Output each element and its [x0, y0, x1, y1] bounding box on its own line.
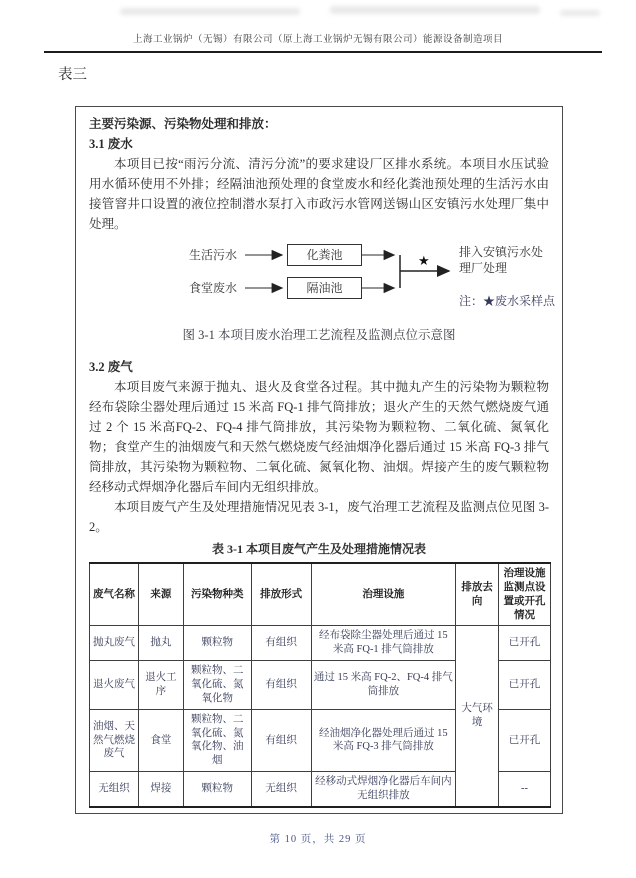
- cell-treatment: 通过 15 米高 FQ-2、FQ-4 排气筒排放: [311, 661, 456, 710]
- cell-form: 有组织: [251, 709, 311, 771]
- header-divider: [44, 51, 602, 53]
- cell-treatment: 经移动式焊烟净化器后车间内无组织排放: [311, 772, 456, 807]
- box-title: 主要污染源、污染物处理和排放：: [89, 117, 277, 131]
- cell-treatment: 经布袋除尘器处理后通过 15 米高 FQ-1 排气筒排放: [311, 626, 456, 661]
- diagram-outlet-line1: 排入安镇污水处: [459, 245, 544, 259]
- document-header-title: 上海工业锅炉（无锡）有限公司（原上海工业锅炉无锡有限公司）能源设备制造项目: [132, 35, 503, 45]
- col-header-monitor: 治理设施监测点设置或开孔情况: [499, 563, 551, 626]
- cell-pollutants: 颗粒物、二氧化硫、氮氧化物: [183, 661, 251, 710]
- cell-form: 无组织: [251, 772, 311, 807]
- scan-artifact: [560, 10, 600, 16]
- cell-source: 焊接: [138, 772, 183, 807]
- col-header-form: 排放形式: [251, 563, 311, 626]
- col-header-pollutants: 污染物种类: [183, 563, 251, 626]
- table-header-row: [90, 563, 551, 626]
- cell-gas-name: 退火废气: [90, 661, 139, 710]
- cell-form: 有组织: [251, 626, 311, 661]
- cell-source: 抛丸: [138, 626, 183, 661]
- table-row: [90, 626, 551, 661]
- cell-gas-name: 抛丸废气: [90, 626, 139, 661]
- cell-outlet-merged: 大气环境: [456, 626, 499, 807]
- sheet-label: 表三: [58, 67, 87, 83]
- diagram-source-domestic: 生活污水: [189, 248, 238, 262]
- cell-form: 有组织: [251, 661, 311, 710]
- cell-monitor: --: [499, 772, 551, 807]
- diagram-outlet-line2: 理厂处理: [459, 261, 508, 275]
- col-header-source: 来源: [138, 563, 183, 626]
- diagram-box-septic-tank: 化粪池: [287, 244, 362, 266]
- section-32-paragraph-1: 本项目废气来源于抛丸、退火及食堂各过程。其中抛丸产生的污染物为颗粒物经布袋除尘器处理后通过 15 米高 FQ-1 排气筒排放；退火产生的天然气燃烧废气通过 2 个 15 米高FQ-2、FQ-4 排气筒排放，其污染物为颗粒物、二氧化硫、氮氧化物；食堂产生的油烟废气和天然气燃烧废气经油烟净化器后通过 15 米高 FQ-3 排气筒排放，其污染物为颗粒物、二氧化硫、氮氧化物、油烟。焊接产生的废气颗粒物经移动式焊烟净化器后车间内无组织排放。: [89, 380, 549, 494]
- section-32-heading: 3.2 废气: [89, 360, 133, 374]
- cell-pollutants: 颗粒物、二氧化硫、氮氧化物、油烟: [183, 709, 251, 771]
- figure-3-1-caption: 图 3-1 本项目废水治理工艺流程及监测点位示意图: [182, 328, 456, 342]
- col-header-gas-name: 废气名称: [90, 563, 139, 626]
- section-32-paragraph-2: 本项目废气产生及处理措施情况见表 3-1，废气治理工艺流程及监测点位见图 3-2。: [89, 500, 549, 534]
- diagram-note: 注：★废水采样点: [459, 294, 556, 308]
- wastewater-flow-diagram: [187, 242, 557, 316]
- cell-monitor: 已开孔: [499, 709, 551, 771]
- cell-source: 食堂: [138, 709, 183, 771]
- col-header-treatment: 治理设施: [311, 563, 456, 626]
- cell-monitor: 已开孔: [499, 661, 551, 710]
- cell-monitor: 已开孔: [499, 626, 551, 661]
- scan-artifact: [330, 6, 540, 14]
- section-31-paragraph: 本项目已按“雨污分流、清污分流”的要求建设厂区排水系统。本项目水压试验用水循环使用不外排；经隔油池预处理的食堂废水和经化粪池预处理的生活污水由接管窨井口设置的液位控制潜水泵打入市政污水管网送锡山区安镇污水处理厂集中处理。: [89, 157, 549, 231]
- cell-gas-name: 油烟、天然气燃烧废气: [90, 709, 139, 771]
- cell-pollutants: 颗粒物: [183, 626, 251, 661]
- page-number: 第 10 页，共 29 页: [269, 834, 367, 845]
- section-31-heading: 3.1 废水: [89, 137, 133, 151]
- emission-table: [89, 562, 551, 808]
- diagram-outlet-text: [459, 244, 559, 276]
- scan-artifact: [120, 8, 300, 15]
- diagram-box-grease-trap: 隔油池: [287, 277, 362, 299]
- diagram-source-canteen: 食堂废水: [189, 281, 238, 295]
- star-sampling-point-marker: ★: [418, 253, 430, 268]
- col-header-outlet: 排放去向: [456, 563, 499, 626]
- cell-treatment: 经油烟净化器处理后通过 15 米高 FQ-3 排气筒排放: [311, 709, 456, 771]
- cell-source: 退火工序: [138, 661, 183, 710]
- content-box: [75, 106, 563, 814]
- table-3-1-title: 表 3-1 本项目废气产生及处理措施情况表: [212, 542, 426, 556]
- cell-gas-name: 无组织: [90, 772, 139, 807]
- cell-pollutants: 颗粒物: [183, 772, 251, 807]
